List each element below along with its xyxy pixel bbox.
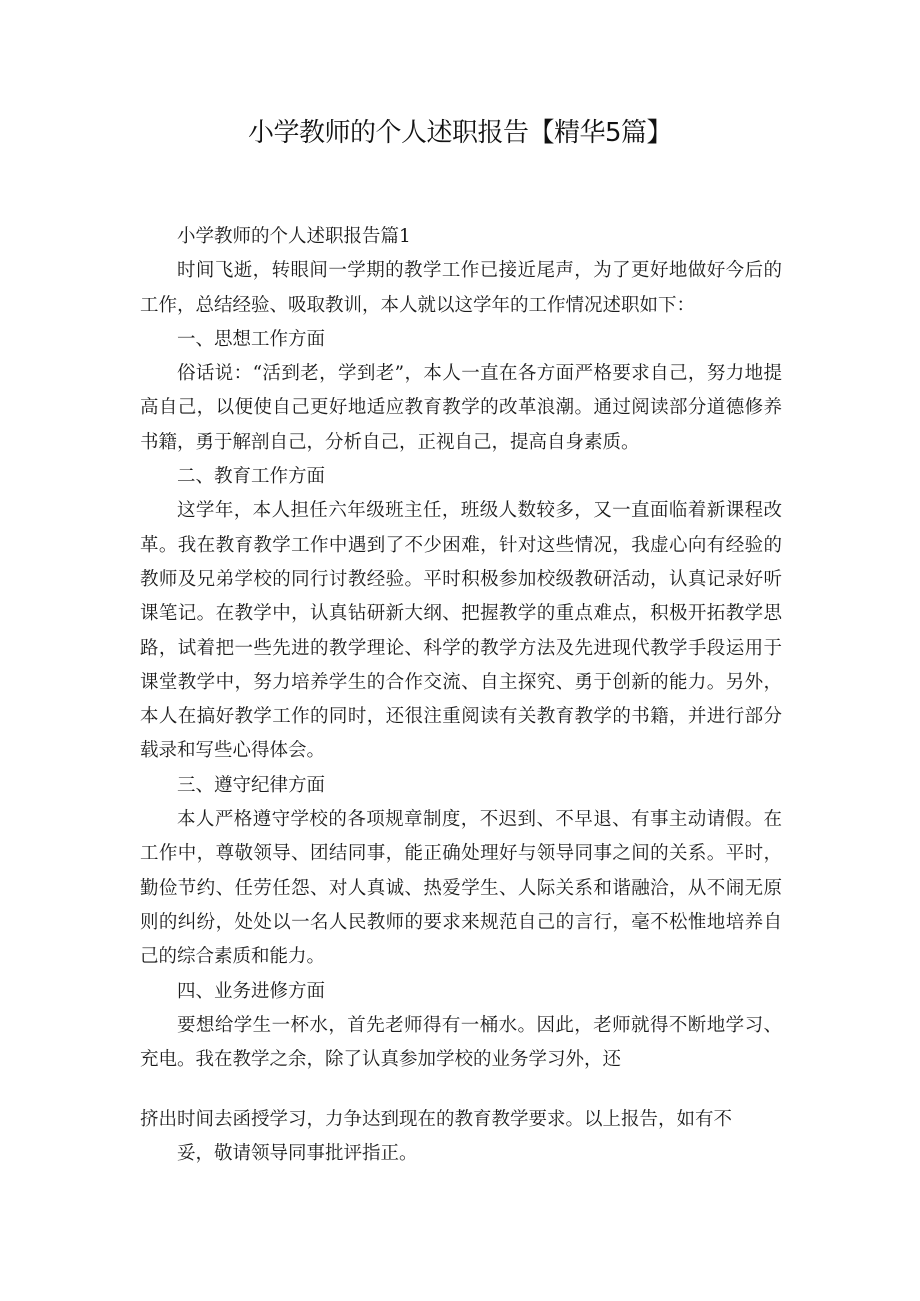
section-heading-thought: 一、思想工作方面 bbox=[177, 328, 326, 350]
continuation-line-1: 挤出时间去函授学习，力争达到现在的教育教学要求。以上报告，如有不 bbox=[140, 1109, 733, 1130]
section-heading-education: 二、教育工作方面 bbox=[177, 466, 326, 488]
paragraph-education: 这学年，本人担任六年级班主任，班级人数较多，又一直面临着新课程改革。我在教育教学工作中遇到了不少困难，针对这些情况，我虚心向有经验的教师及兄弟学校的同行讨教经验。平时积极参加校级教研活动，认真记录好听课笔记。在教学中，认真钻研新大纲、把握教学的重点难点，积极开拓教学思路，试着把一些先进的教学理论、科学的教学方法及先进现代教学手段运用于课堂教学中，努力培养学生的合作交流、自主探究、勇于创新的能力。另外，本人在搞好教学工作的同时，还很注重阅读有关教育教学的书籍，并进行部分载录和写些心得体会。 bbox=[140, 500, 782, 762]
continuation-line-2: 妥，敬请领导同事批评指正。 bbox=[177, 1143, 418, 1165]
section-heading-study: 四、业务进修方面 bbox=[177, 980, 326, 1002]
paragraph-thought: 俗话说：“活到老，学到老”，本人一直在各方面严格要求自己，努力地提高自己，以便使自己更好地适应教育教学的改革浪潮。通过阅读部分道德修养书籍，勇于解剖自己，分析自己，正视自己，提高自身素质。 bbox=[140, 363, 782, 453]
paragraph-study: 要想给学生一杯水，首先老师得有一桶水。因此，老师就得不断地学习、充电。我在教学之余，除了认真参加学校的业务学习外，还 bbox=[140, 1014, 782, 1071]
document-title: 小学教师的个人述职报告【精华5篇】 bbox=[247, 118, 673, 148]
section-heading-discipline: 三、遵守纪律方面 bbox=[177, 774, 326, 796]
section-heading-article-1: 小学教师的个人述职报告篇1 bbox=[177, 226, 411, 247]
paragraph-intro: 时间飞逝，转眼间一学期的教学工作已接近尾声，为了更好地做好今后的工作，总结经验、吸取教训，本人就以这学年的工作情况述职如下： bbox=[140, 260, 782, 316]
paragraph-discipline: 本人严格遵守学校的各项规章制度，不迟到、不早退、有事主动请假。在工作中，尊敬领导、团结同事，能正确处理好与领导同事之间的关系。平时，勤俭节约、任劳任怨、对人真诚、热爱学生、人际关系和谐融洽，从不闹无原则的纠纷，处处以一名人民教师的要求来规范自己的言行，毫不松惟地培养自己的综合素质和能力。 bbox=[140, 809, 782, 968]
document-continuation bbox=[140, 1103, 782, 1172]
document-body bbox=[140, 220, 782, 1077]
